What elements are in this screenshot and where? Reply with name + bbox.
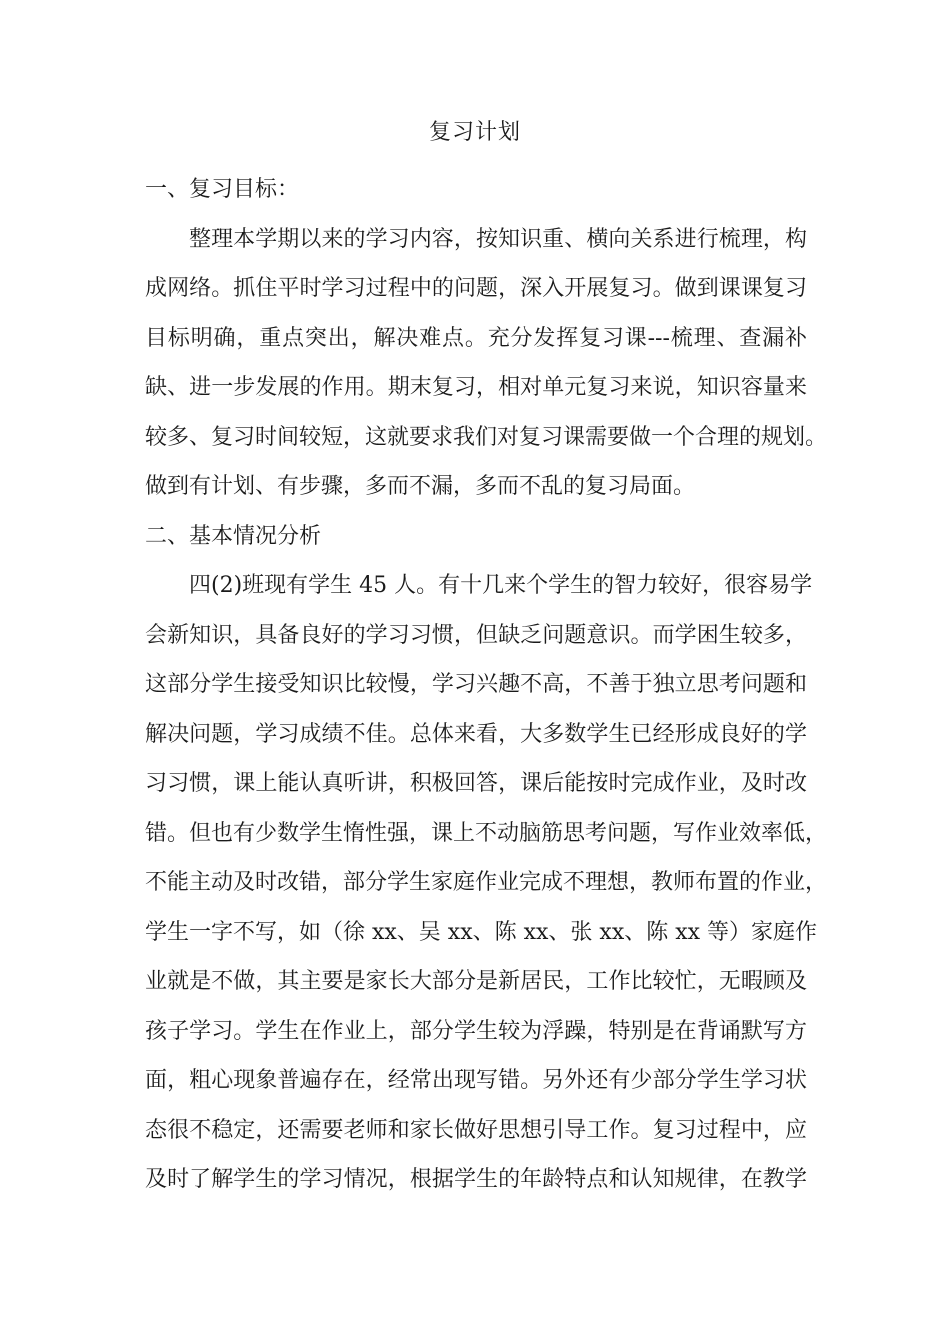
document-body bbox=[145, 165, 828, 1205]
paragraph-line: 错。但也有少数学生惰性强，课上不动脑筋思考问题，写作业效率低， bbox=[145, 820, 828, 846]
paragraph-line: 学生一字不写，如（徐 xx、吴 xx、陈 xx、张 xx、陈 xx 等）家庭作 bbox=[145, 919, 818, 945]
paragraph-line: 不能主动及时改错，部分学生家庭作业完成不理想，教师布置的作业， bbox=[145, 870, 828, 895]
paragraph-line: 这部分学生接受知识比较慢，学习兴趣不高，不善于独立思考问题和 bbox=[145, 672, 807, 697]
paragraph-line: 习习惯，课上能认真听讲，积极回答，课后能按时完成作业，及时改 bbox=[145, 771, 807, 796]
paragraph-line: 孩子学习。学生在作业上，部分学生较为浮躁，特别是在背诵默写方 bbox=[145, 1018, 807, 1044]
section-heading-goals: 一、复习目标： bbox=[145, 177, 300, 202]
document-title: 复习计划 bbox=[428, 120, 521, 145]
paragraph-line: 面，粗心现象普遍存在，经常出现写错。另外还有少部分学生学习状 bbox=[145, 1068, 807, 1093]
section-heading-analysis: 二、基本情况分析 bbox=[145, 523, 322, 549]
paragraph-line: 缺、进一步发展的作用。期末复习，相对单元复习来说，知识容量来 bbox=[145, 375, 807, 400]
paragraph-line: 业就是不做，其主要是家长大部分是新居民，工作比较忙，无暇顾及 bbox=[145, 969, 807, 994]
paragraph-line: 做到有计划、有步骤，多而不漏，多而不乱的复习局面。 bbox=[145, 474, 696, 499]
paragraph-line: 整理本学期以来的学习内容，按知识重、横向关系进行梳理，构 bbox=[189, 226, 807, 252]
paragraph-line: 及时了解学生的学习情况，根据学生的年龄特点和认知规律，在教学 bbox=[145, 1167, 807, 1192]
paragraph-line: 目标明确，重点突出，解决难点。充分发挥复习课---梳理、查漏补 bbox=[145, 325, 807, 351]
paragraph-line: 四(2)班现有学生 45 人。有十几来个学生的智力较好，很容易学 bbox=[189, 573, 813, 598]
paragraph-line: 解决问题，学习成绩不佳。总体来看，大多数学生已经形成良好的学 bbox=[145, 721, 807, 747]
paragraph-line: 态很不稳定，还需要老师和家长做好思想引导工作。复习过程中，应 bbox=[145, 1117, 807, 1143]
paragraph-goals bbox=[145, 215, 828, 512]
paragraph-line: 成网络。抓住平时学习过程中的问题，深入开展复习。做到课课复习 bbox=[145, 276, 807, 301]
paragraph-line: 会新知识，具备良好的学习习惯，但缺乏问题意识。而学困生较多， bbox=[145, 622, 807, 648]
paragraph-analysis bbox=[145, 561, 828, 1205]
paragraph-line: 较多、复习时间较短，这就要求我们对复习课需要做一个合理的规划。 bbox=[145, 424, 828, 450]
